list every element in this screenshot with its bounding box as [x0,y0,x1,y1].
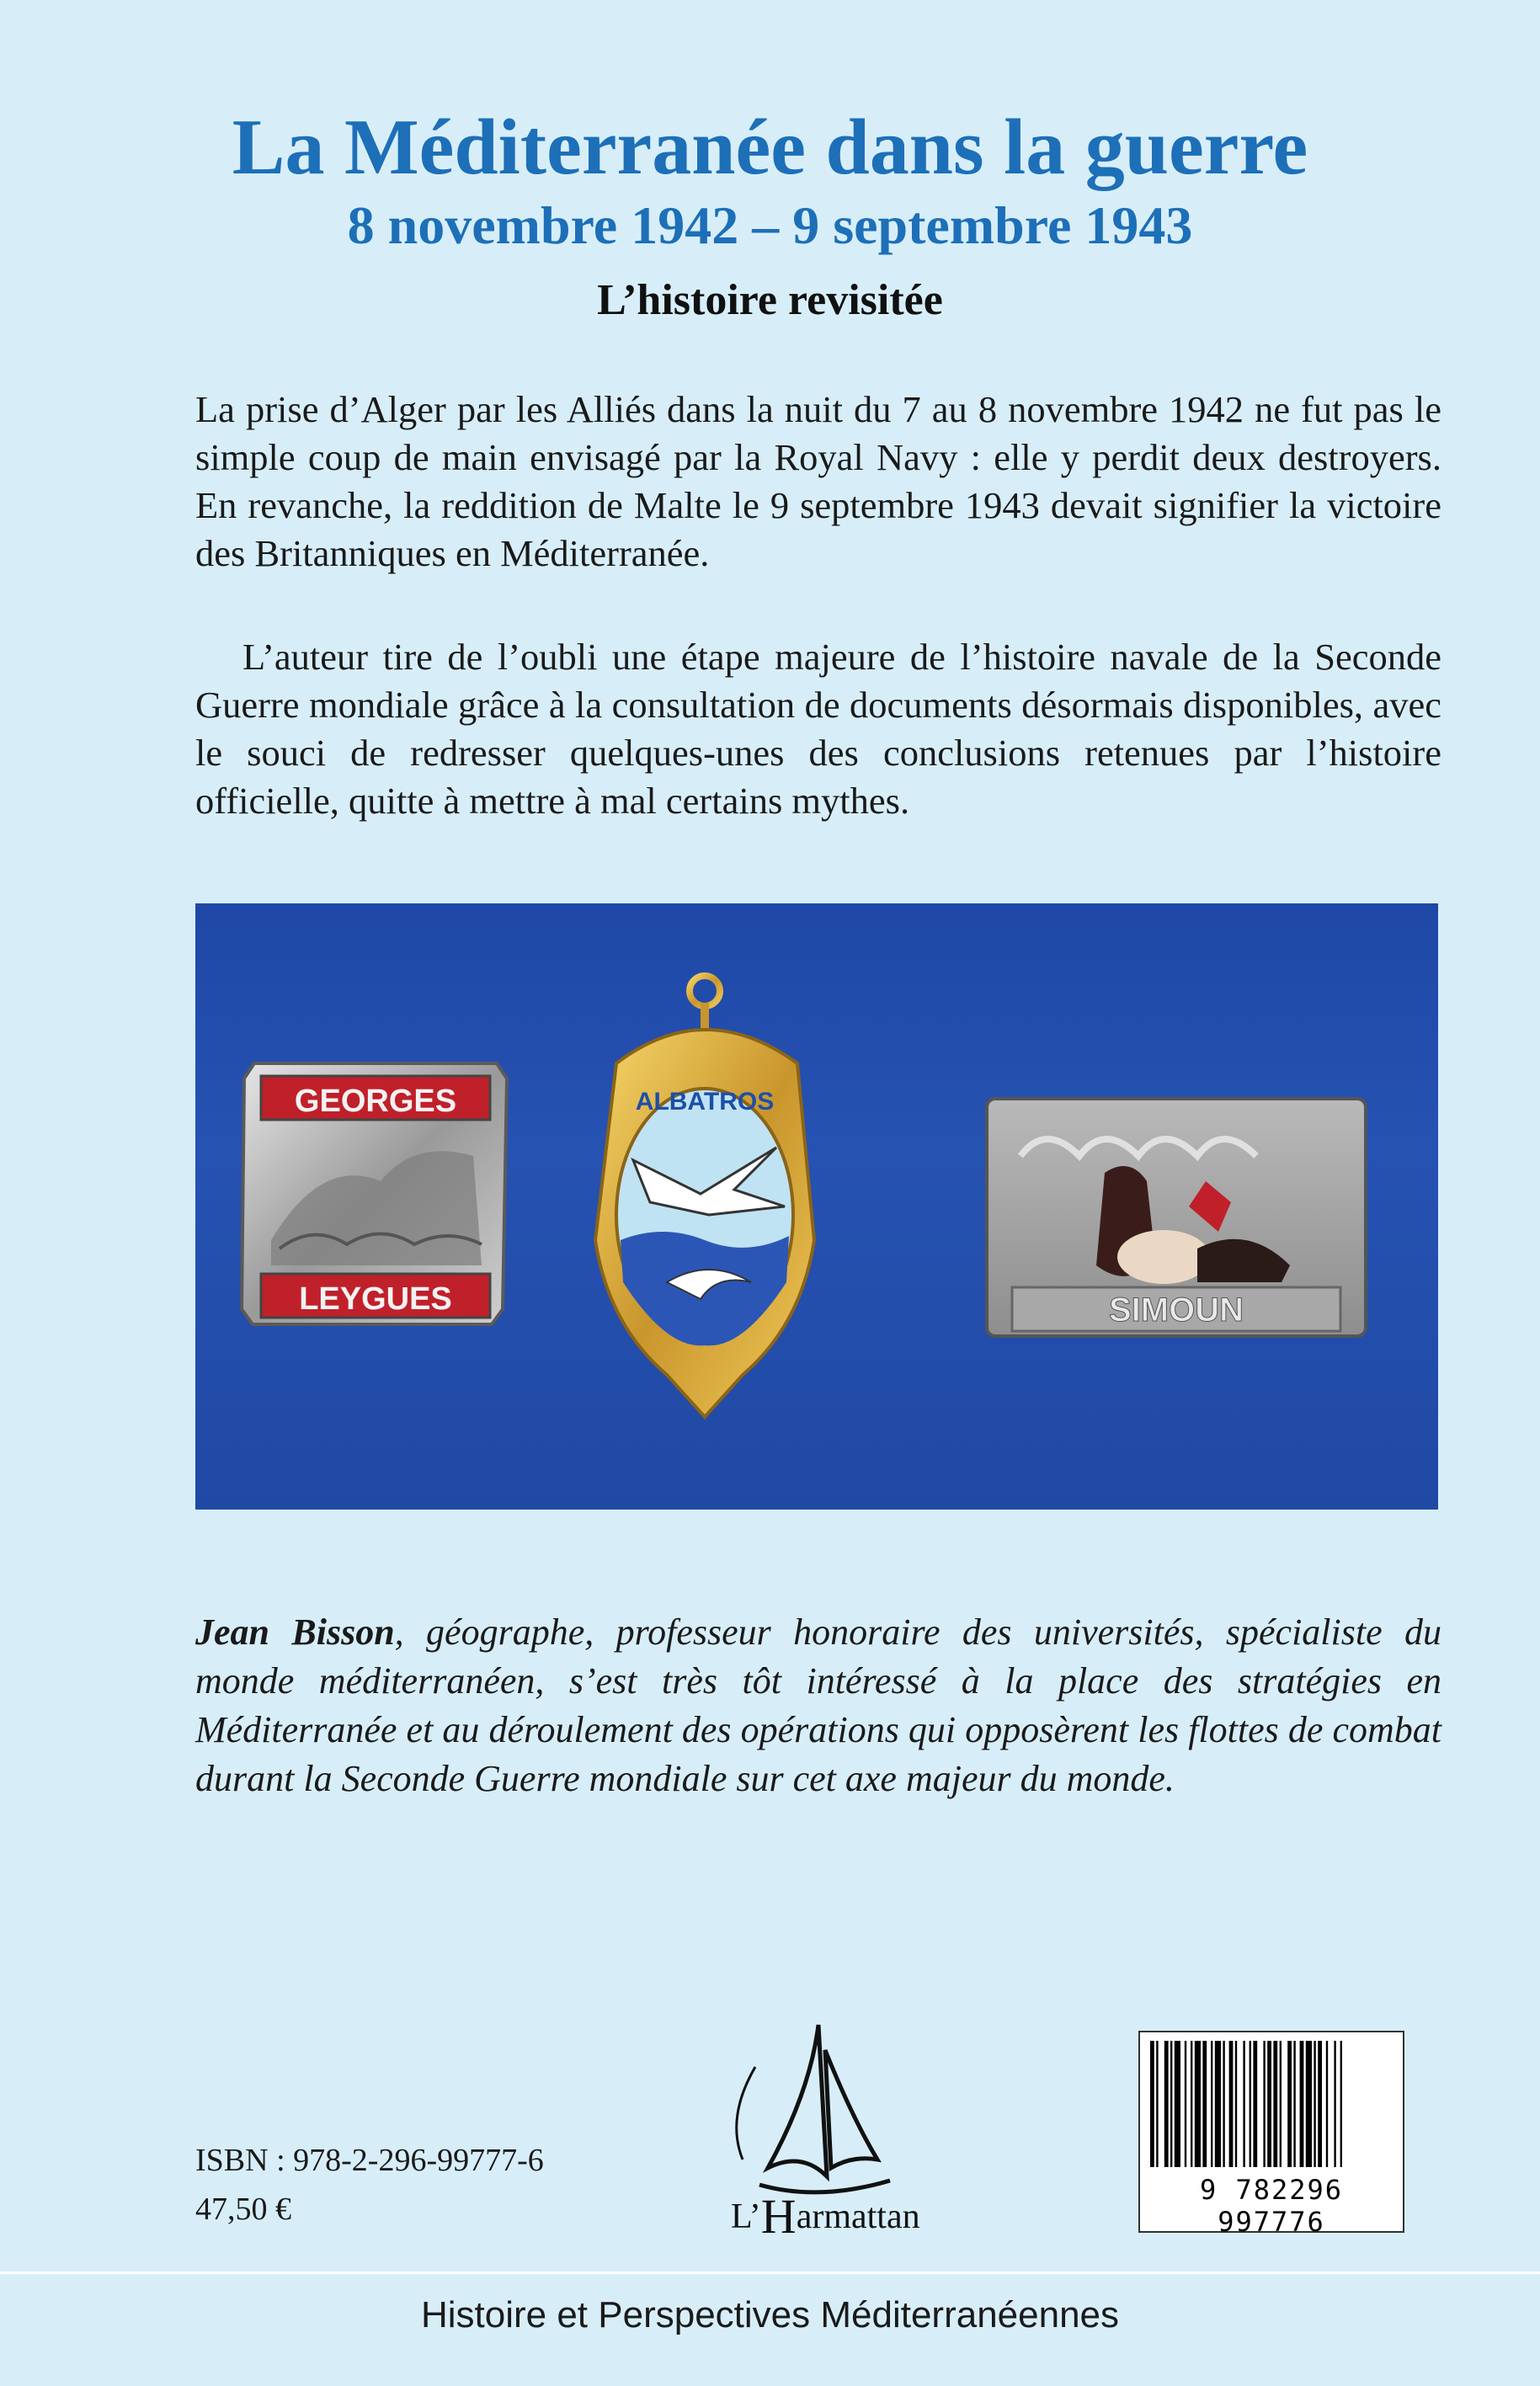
barcode-bar [1293,2041,1295,2167]
badge-label-georges: GEORGES [294,1084,457,1119]
book-dates: 8 novembre 1942 – 9 septembre 1943 [347,195,1193,255]
barcode-bar [1185,2041,1186,2167]
barcode-bar [1243,2041,1244,2167]
publisher-rest: armattan [796,2197,920,2236]
badges-illustration [195,903,1438,1510]
badge-label-simoun: SIMOUN [1109,1292,1244,1329]
barcode-bar [1263,2041,1265,2167]
barcode-bar [1150,2041,1154,2167]
barcode-bar [1229,2041,1234,2167]
barcode-bar [1156,2041,1158,2167]
albatros-badge [595,976,814,1417]
barcode-bar [1202,2041,1207,2167]
georges-leygues-badge [242,1063,507,1324]
badge-label-albatros: ALBATROS [635,1088,775,1116]
barcode-bar [1318,2041,1322,2167]
summary-paragraph-2: L’auteur tire de l’oubli une étape majeure de l’histoire navale de la Seconde Guerre mondiale grâce à la consultation de documents désormais disponibles, avec le souci de redresser quelques-unes des conclusions retenues par l’histoire officielle, quitte à mettre à mal certains mythes. [195,636,1441,822]
summary-paragraph-1: La prise d’Alger par les Alliés dans la nuit du 7 au 8 novembre 1942 ne fut pas le simple coup de main envisagé par la Royal Navy : elle y perdit deux destroyers. En revanche, la reddition de Malte le 9 septembre 1943 devait signifier la victoire des Britanniques en Méditerranée. [195,388,1441,574]
book-subtitle: L’histoire revisitée [597,276,943,324]
barcode-bar [1235,2041,1237,2167]
author-bio-text: , géographe, professeur honoraire des universités, spécialiste du monde méditerranéen, s’est très tôt intéressé à la place des stratégies en Méditerranée et au déroulement des opérations qui opposèrent les flottes de combat durant la Seconde Guerre mondiale sur cet axe majeur du monde. [195,1611,1441,1799]
barcode-bar [1195,2041,1201,2167]
publisher-initial: H [760,2189,797,2244]
barcode-bar [1306,2041,1312,2167]
barcode-bar [1215,2041,1221,2167]
footer-divider [0,2271,1540,2274]
barcode-bar [1250,2041,1251,2167]
publisher-name [731,2189,920,2244]
barcode-number: 9 782296 997776 [1199,2174,1344,2238]
series-name: Histoire et Perspectives Méditerranéennes [420,2294,1120,2335]
barcode-bars [1147,2041,1396,2172]
barcode-bar [1340,2041,1342,2167]
barcode-bar [1287,2041,1292,2167]
barcode-bar [1191,2041,1192,2167]
barcode-bar [1223,2041,1224,2167]
barcode-bar [1314,2041,1315,2167]
barcode-bar [1280,2041,1282,2167]
isbn: ISBN : 978-2-296-99777-6 [195,2143,544,2178]
barcode-bar [1164,2041,1169,2167]
barcode-bar [1211,2041,1212,2167]
barcode [1138,2031,1404,2238]
badges-photo [195,903,1438,1510]
barcode-bar [1334,2041,1335,2167]
barcode-bar [1175,2041,1180,2167]
barcode-bar [1300,2041,1304,2167]
badge-label-leygues: LEYGUES [299,1281,452,1317]
barcode-bar [1273,2041,1277,2167]
barcode-bar [1253,2041,1257,2167]
publisher-prefix: L’ [731,2197,761,2236]
barcode-bar [1326,2041,1328,2167]
price: 47,50 € [195,2192,291,2227]
simoun-badge [987,1099,1366,1336]
barcode-bar [1267,2041,1271,2167]
barcode-bar [1170,2041,1172,2167]
book-title: La Méditerranée dans la guerre [232,104,1308,191]
author-bio [195,1608,1441,1803]
author-name: Jean Bisson [195,1611,395,1653]
